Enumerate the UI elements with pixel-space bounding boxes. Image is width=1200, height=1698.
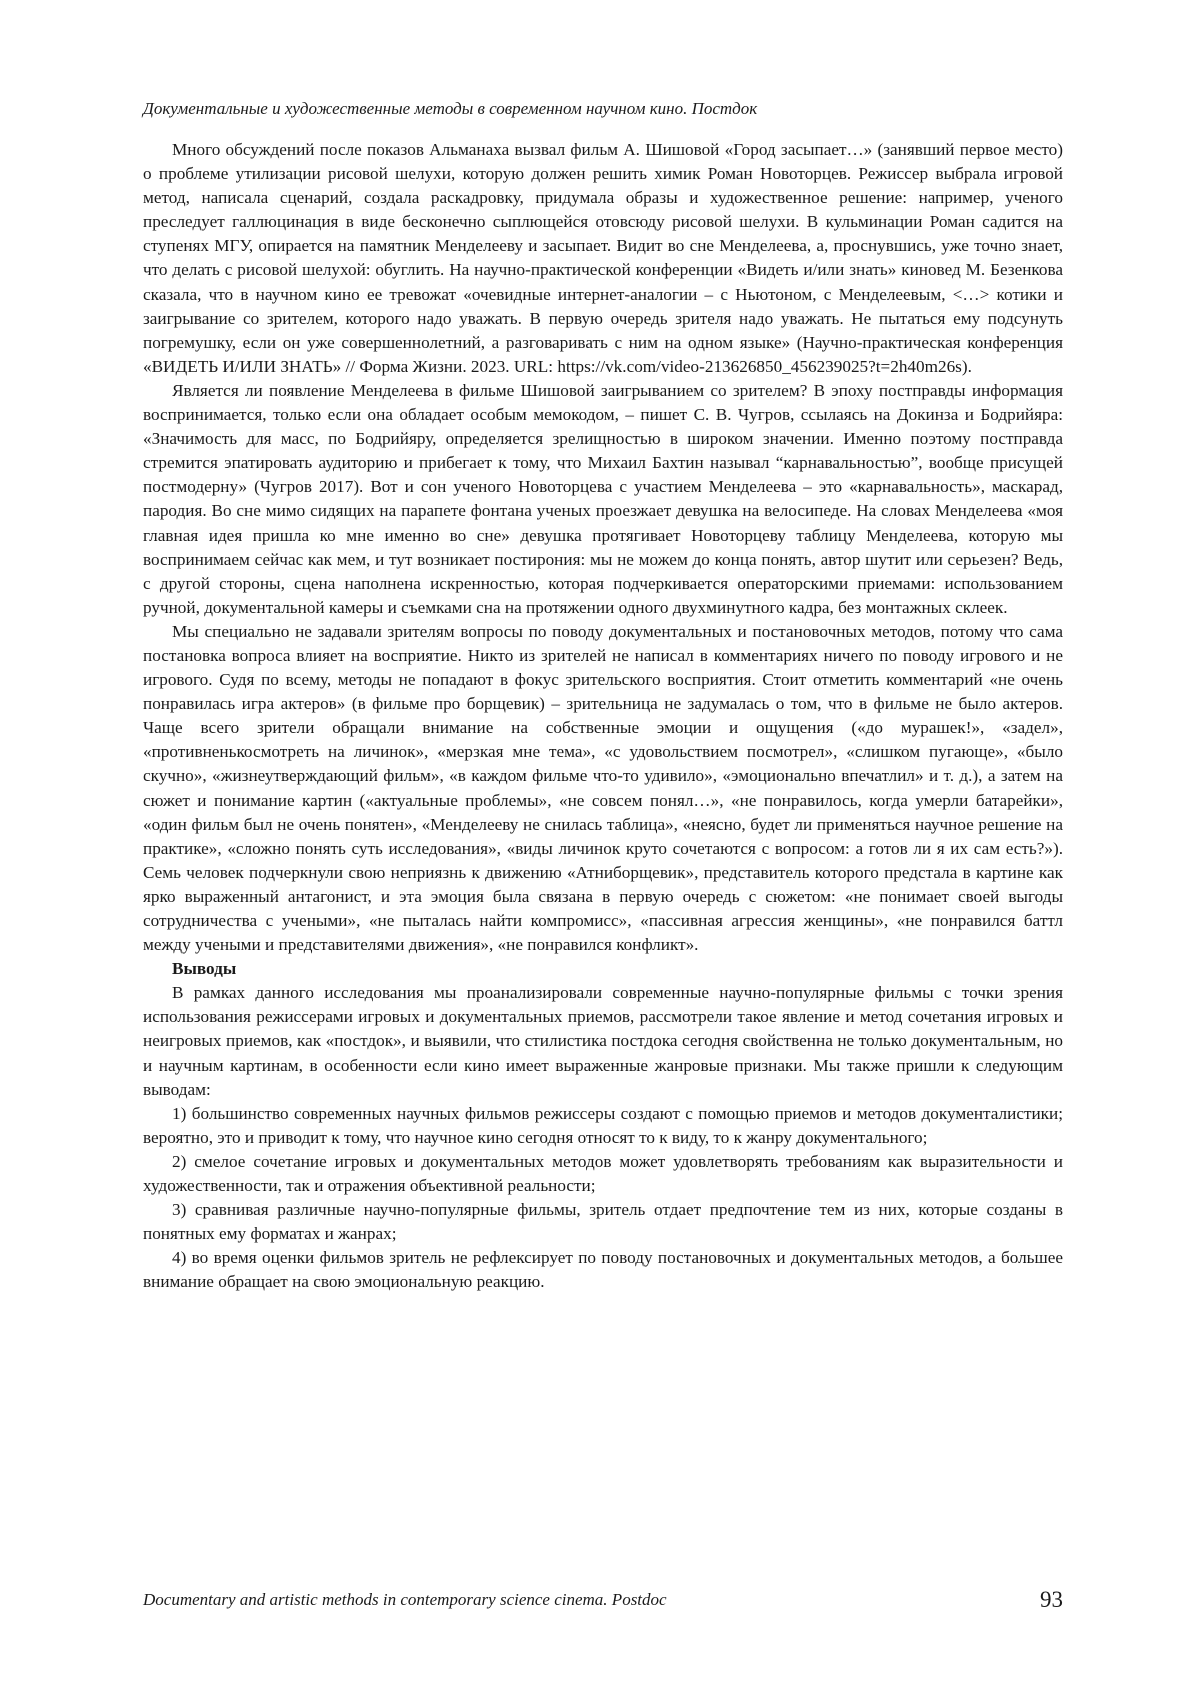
- conclusion-item: 1) большинство современных научных фильмов режиссеры создают с помощью приемов и методов документалистики; вероятно, это и приводит к тому, что научное кино сегодня относят то к виду, то к жанру документального;: [143, 1103, 1063, 1147]
- page-number: 93: [1040, 1587, 1063, 1612]
- body-paragraph: Много обсуждений после показов Альманаха вызвал фильм А. Шишовой «Город засыпает…» (занявший первое место) о проблеме утилизации рисовой шелухи, которую должен решить химик Роман Новоторцев. Режиссер выбрала игровой метод, написала сценарий, создала раскадровку, придумала образы и художественное решение: например, ученого преследует галлюцинация в виде бесконечно сыплющейся отовсюду рисовой шелухи. В кульминации Роман садится на ступенях МГУ, опирается на памятник Менделееву и засыпает. Видит во сне Менделеева, а, проснувшись, уже точно знает, что делать с рисовой шелухой: обуглить. На научно-практической конференции «Видеть и/или знать» киновед М. Безенкова сказала, что в научном кино ее тревожат «очевидные интернет-аналогии – с Ньютоном, с Менделеевым, <…> котики и заигрывание со зрителем, которого надо уважать. В первую очередь зрителя надо уважать. Не пытаться ему подсунуть погремушку, если он уже совершеннолетний, а разговаривать с ним на одном языке» (Научно-практическая конференция «ВИДЕТЬ И/ИЛИ ЗНАТЬ» // Форма Жизни. 2023. URL: https://vk.com/video-213626850_456239025?t=2h40m26s).: [143, 140, 1063, 376]
- running-header-title: Документальные и художественные методы в современном научном кино. Постдок: [143, 99, 758, 118]
- body-paragraph: Мы специально не задавали зрителям вопросы по поводу документальных и постановочных методов, потому что сама постановка вопроса влияет на восприятие. Никто из зрителей не написал в комментариях ничего по поводу игрового и не игрового. Судя по всему, методы не попадают в фокус зрительского восприятия. Стоит отметить комментарий «не очень понравилась игра актеров» (в фильме про борщевик) – зрительница не задумалась о том, что в фильме не было актеров. Чаще всего зрители обращали внимание на собственные эмоции и ощущения («до мурашек!», «задел», «противненькосмотреть на личинок», «мерзкая мне тема», «с удовольствием посмотрел», «слишком пугающе», «было скучно», «жизнеутверждающий фильм», «в каждом фильме что-то удивило», «эмоционально впечатлил» и т. д.), а затем на сюжет и понимание картин («актуальные проблемы», «не совсем понял…», «не понравилось, когда умерли батарейки», «один фильм был не очень понятен», «Менделееву не снилась таблица», «неясно, будет ли применяться научное решение на практике», «сложно понять суть исследования», «виды личинок круто сочетаются с вопросом: а готов ли я их сам есть?»). Семь человек подчеркнули свою неприязнь к движению «Атниборщевик», представитель которого предстала в картине как ярко выраженный антагонист, и эта эмоция была связана в первую очередь с сюжетом: «не понимает своей выгоды сотрудничества с учеными», «не пыталась найти компромисс», «пассивная агрессия женщины», «не понравился баттл между учеными и представителями движения», «не понравился конфликт».: [143, 621, 1063, 955]
- conclusions-heading: Выводы: [172, 959, 237, 979]
- article-body: [143, 138, 1063, 1295]
- conclusion-item: 2) смелое сочетание игровых и документальных методов может удовлетворять требованиям как выразительности и художественности, так и отражения объективной реальности;: [143, 1151, 1063, 1196]
- conclusion-item: 4) во время оценки фильмов зритель не рефлексирует по поводу постановочных и документальных методов, а большее внимание обращает на свою эмоциональную реакцию.: [143, 1248, 1063, 1292]
- footer-english-title: Documentary and artistic methods in contemporary science cinema. Postdoc: [143, 1590, 667, 1609]
- conclusion-item: 3) сравнивая различные научно-популярные фильмы, зритель отдает предпочтение тем из них, которые созданы в понятных ему форматах и жанрах;: [143, 1200, 1063, 1244]
- conclusions-intro: В рамках данного исследования мы проанализировали современные научно-популярные фильмы с точки зрения использования режиссерами игровых и документальных приемов, рассмотрели такое явление и метод сочетания игровых и неигровых приемов, как «постдок», и выявили, что стилистика постдока сегодня свойственна не только документальным, но и научным картинам, в особенности если кино имеет выраженные жанровые признаки. Мы также пришли к следующим выводам:: [143, 983, 1063, 1099]
- body-paragraph: Является ли появление Менделеева в фильме Шишовой заигрыванием со зрителем? В эпоху постправды информация воспринимается, только если она обладает особым мемокодом, – пишет С. В. Чугров, ссылаясь на Докинза и Бодрийяра: «Значимость для масс, по Бодрийяру, определяется зрелищностью в широком значении. Именно поэтому постправда стремится эпатировать аудиторию и прибегает к тому, что Михаил Бахтин называл “карнавальностью”, вообще присущей постмодерну» (Чугров 2017). Вот и сон ученого Новоторцева с участием Менделеева – это «карнавальность», маскарад, пародия. Во сне мимо сидящих на парапете фонтана ученых проезжает девушка на велосипеде. На словах Менделеева «моя главная идея пришла ко мне именно во сне» девушка протягивает Новоторцеву таблицу Менделеева, которую мы воспринимаем сейчас как мем, и тут возникает постирония: мы не можем до конца понять, автор шутит или серьезен? Ведь, с другой стороны, сцена наполнена искренностью, которая подчеркивается операторскими приемами: использованием ручной, документальной камеры и съемками сна на протяжении одного двухминутного кадра, без монтажных склеек.: [143, 380, 1063, 617]
